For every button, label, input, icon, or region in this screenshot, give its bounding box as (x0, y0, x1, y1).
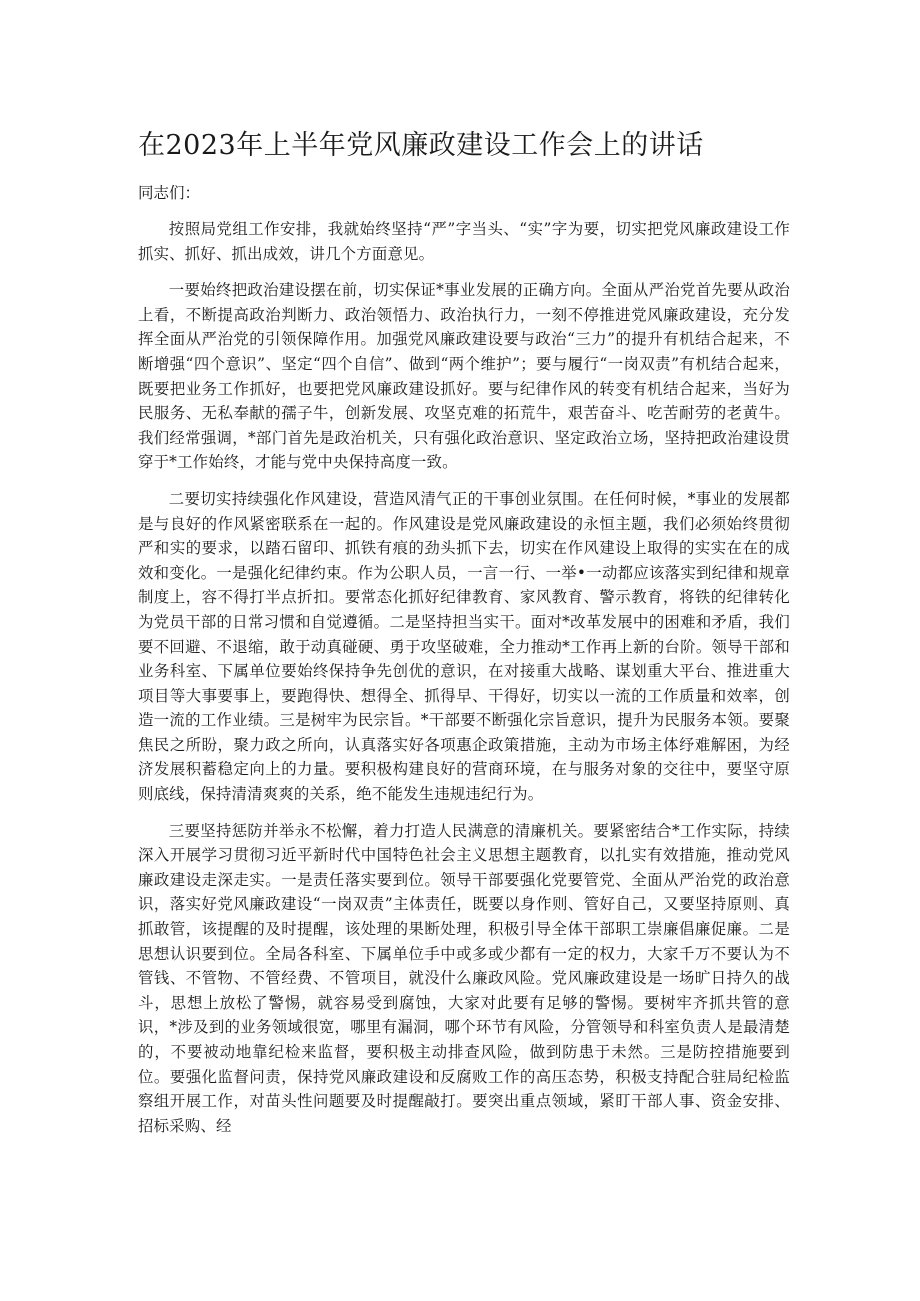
paragraph-work-style: 二要切实持续强化作风建设，营造风清气正的干事创业氛围。在任何时候，*事业的发展都是与良好的作风紧密联系在一起的。作风建设是党风廉政建设的永恒主题，我们必须始终贯彻严和实的要求，以踏石留印、抓铁有痕的劲头抓下去，切实在作风建设上取得的实实在在的成效和变化。一是强化纪律约束。作为公职人员，一言一行、一举•一动都应该落实到纪律和规章制度上，容不得打半点折扣。要常态化抓好纪律教育、家风教育、警示教育，将铁的纪律转化为党员干部的日常习惯和自觉遵循。二是坚持担当实干。面对*改革发展中的困难和矛盾，我们要不回避、不退缩，敢于动真碰硬、勇于攻坚破难，全力推动*工作再上新的台阶。领导干部和业务科室、下属单位要始终保持争先创优的意识，在对接重大战略、谋划重大平台、推进重大项目等大事要事上，要跑得快、想得全、抓得早、干得好，切实以一流的工作质量和效率，创造一流的工作业绩。三是树牢为民宗旨。*干部要不断强化宗旨意识，提升为民服务本领。要聚焦民之所盼，聚力政之所向，认真落实好各项惠企政策措施，主动为市场主体纾难解困，为经济发展积蓄稳定向上的力量。要积极构建良好的营商环境，在与服务对象的交往中，要坚守原则底线，保持清清爽爽的关系，绝不能发生违规违纪行为。 (138, 489, 790, 804)
paragraph-political-construction: 一要始终把政治建设摆在前，切实保证*事业发展的正确方向。全面从严治党首先要从政治上看，不断提高政治判断力、政治领悟力、政治执行力，一刻不停推进党风廉政建设，充分发挥全面从严治党的引领保障作用。加强党风廉政建设要与政治“三力”的提升有机结合起来，不断增强“四个意识”、坚定“四个自信”、做到“两个维护”；要与履行“一岗双责”有机结合起来，既要把业务工作抓好，也要把党风廉政建设抓好。要与纪律作风的转变有机结合起来，当好为民服务、无私奉献的孺子牛，创新发展、攻坚克难的拓荒牛，艰苦奋斗、吃苦耐劳的老黄牛。我们经常强调，*部门首先是政治机关，只有强化政治意识、坚定政治立场，坚持把政治建设贯穿于*工作始终，才能与党中央保持高度一致。 (138, 281, 790, 472)
document-body (138, 217, 790, 1150)
salutation: 同志们： (138, 184, 201, 202)
paragraph-intro: 按照局党组工作安排，我就始终坚持“严”字当头、“实”字为要，切实把党风廉政建设工作抓实、抓好、抓出成效，讲几个方面意见。 (138, 220, 790, 263)
document-title: 在2023年上半年党风廉政建设工作会上的讲话 (138, 130, 704, 161)
paragraph-clean-government: 三要坚持惩防并举永不松懈，着力打造人民满意的清廉机关。要紧密结合*工作实际，持续深入开展学习贯彻习近平新时代中国特色社会主义思想主题教育，以扎实有效措施，推动党风廉政建设走深走实。一是责任落实要到位。领导干部要强化党要管党、全面从严治党的政治意识，落实好党风廉政建设“一岗双责”主体责任，既要以身作则、管好自己，又要坚持原则、真抓敢管，该提醒的及时提醒，该处理的果断处理，积极引导全体干部职工崇廉倡廉促廉。二是思想认识要到位。全局各科室、下属单位手中或多或少都有一定的权力，大家千万不要认为不管钱、不管物、不管经费、不管项目，就没什么廉政风险。党风廉政建设是一场旷日持久的战斗，思想上放松了警惕，就容易受到腐蚀，大家对此要有足够的警惕。要树牢齐抓共管的意识，*涉及到的业务领域很宽，哪里有漏洞，哪个环节有风险，分管领导和科室负责人是最清楚的，不要被动地靠纪检来监督，要积极主动排查风险，做到防患于未然。三是防控措施要到位。要强化监督问责，保持党风廉政建设和反腐败工作的高压态势，积极支持配合驻局纪检监察组开展工作，对苗头性问题要及时提醒敲打。要突出重点领域，紧盯干部人事、资金安排、招标采购、经 (138, 821, 790, 1135)
